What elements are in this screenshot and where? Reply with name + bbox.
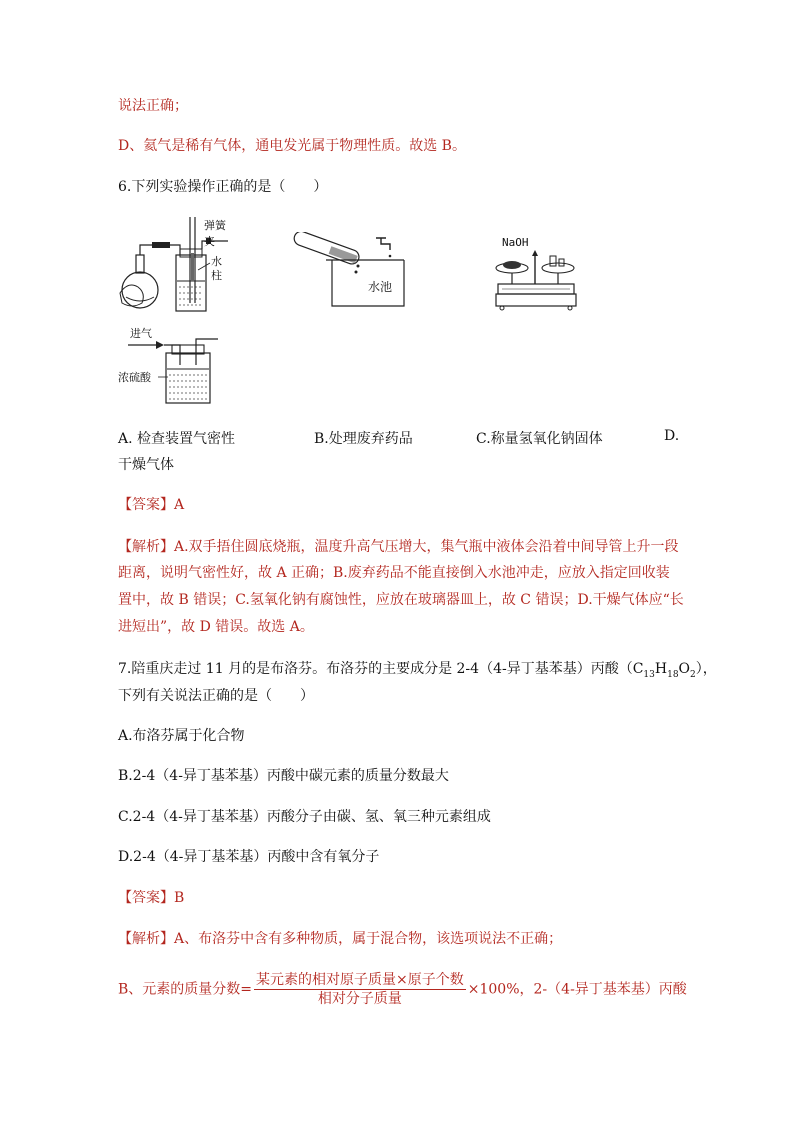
q7-option-b: B.2-4（4-异丁基苯基）丙酸中碳元素的质量分数最大 — [118, 768, 449, 784]
answer-6: 【答案】A — [118, 497, 185, 513]
analysis-6-line: 进短出”，故 D 错误。故选 A。 — [118, 619, 314, 635]
subscript: 18 — [667, 669, 679, 680]
analysis-6-line: 置中，故 B 错误；C.氢氧化钠有腐蚀性，应放在玻璃器皿上，故 C 错误；D.干燥气体应“长 — [118, 592, 684, 608]
q7-option-c: C.2-4（4-异丁基苯基）丙酸分子由碳、氢、氧三种元素组成 — [118, 809, 491, 825]
analysis-7-formula-line — [118, 972, 687, 1007]
option-b: B.处理废弃药品 — [314, 431, 413, 447]
formula-suffix: ×100%，2-（4-异丁基苯基）丙酸 — [467, 981, 687, 998]
formula-denominator: 相对分子质量 — [317, 991, 402, 1007]
q7-option-d: D.2-4（4-异丁基苯基）丙酸中含有氧分子 — [118, 849, 380, 865]
figure-a-label-clamp: 弹簧夹 — [204, 219, 226, 248]
paragraph-line: D、氦气是稀有气体，通电发光属于物理性质。故选 B。 — [118, 138, 466, 154]
figure-c-weighing — [492, 238, 582, 317]
figure-d-label-acid: 浓硫酸 — [118, 371, 151, 384]
question-7-stem-text: 7.陪重庆走过 11 月的是布洛芬。布洛芬的主要成分是 2-4（4-异丁基苯基）丙酸（C — [118, 661, 644, 677]
formula-part: O — [678, 661, 691, 677]
figure-a-label-water: 水 — [211, 255, 222, 268]
option-d: D. — [664, 428, 680, 444]
subscript: 2 — [690, 669, 696, 680]
formula-numerator: 某元素的相对原子质量×原子个数 — [256, 972, 464, 988]
figure-a-airtightness — [118, 215, 233, 319]
q7-option-a: A.布洛芬属于化合物 — [118, 728, 245, 744]
question-6-stem: 6.下列实验操作正确的是（ ） — [118, 179, 328, 195]
question-7-stem — [118, 660, 717, 684]
analysis-6-line: 距离，说明气密性好，故 A 正确；B.废弃药品不能直接倒入水池冲走，应放入指定回收装 — [118, 565, 670, 581]
figure-c-label-naoh: NaOH — [502, 236, 529, 249]
formula-prefix: B、元素的质量分数= — [118, 981, 253, 998]
figure-b-disposal — [290, 232, 410, 316]
analysis-7-line: 【解析】A、布洛芬中含有多种物质，属于混合物，该选项说法不正确； — [118, 931, 563, 947]
figure-d-label-inlet: 进气 — [130, 327, 152, 340]
figure-a-label-column: 柱 — [211, 269, 222, 282]
option-d-continued: 干燥气体 — [118, 457, 174, 473]
figure-d-drying — [118, 325, 228, 409]
formula-part: ）， — [695, 661, 717, 677]
mass-fraction-formula — [254, 972, 466, 1007]
figure-b-drawing — [290, 232, 410, 312]
analysis-6-line: 【解析】A.双手捂住圆底烧瓶，温度升高气压增大，集气瓶中液体会沿着中间导管上升一段 — [118, 539, 679, 555]
figure-b-label-sink: 水池 — [368, 280, 393, 294]
formula-part: H — [654, 661, 668, 677]
option-c: C.称量氢氧化钠固体 — [476, 431, 603, 447]
option-a: A. 检查装置气密性 — [118, 431, 236, 447]
figure-c-drawing — [492, 238, 582, 313]
answer-7: 【答案】B — [118, 890, 185, 906]
question-7-stem-cont: 下列有关说法正确的是（ ） — [118, 688, 314, 704]
subscript: 13 — [643, 669, 655, 680]
paragraph-line: 说法正确； — [118, 98, 188, 114]
